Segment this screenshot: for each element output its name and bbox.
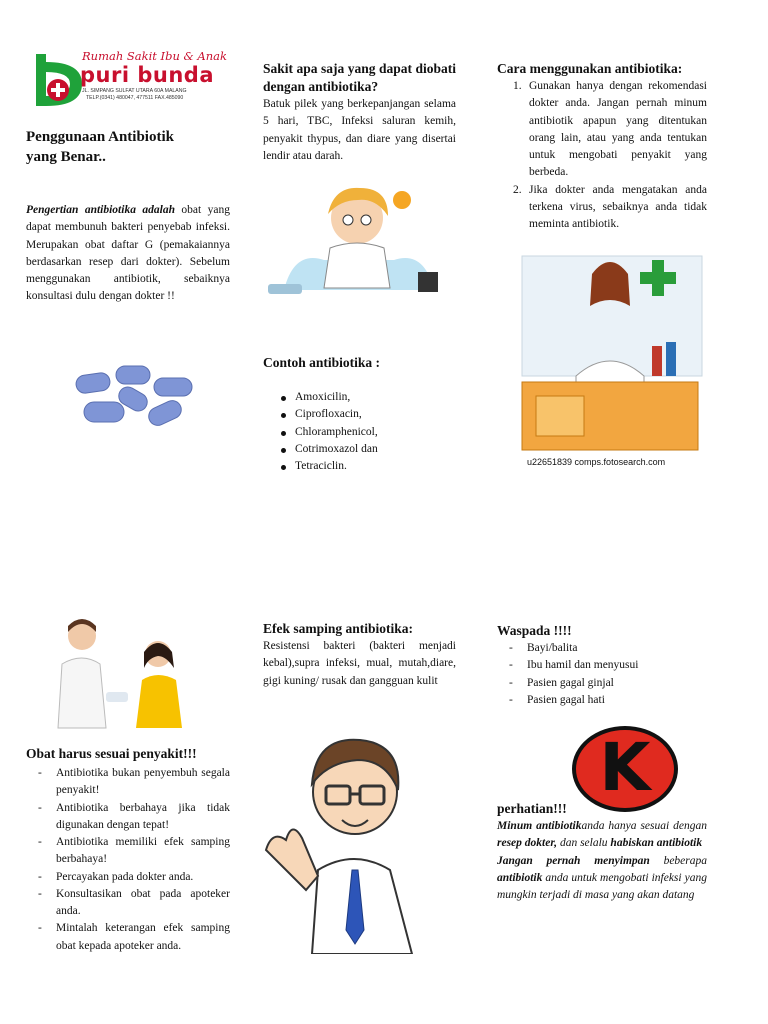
list-item: 1. Gunakan hanya dengan rekomendasi dokter anda. Jangan pernah minum antibiotik apapun yang ditentukan orang lain, atau yang anda tentukan untuk mengobati penyakit yang berbeda. xyxy=(513,80,707,179)
list-item: - Mintalah keterangan efek samping obat kepada apoteker anda. xyxy=(26,920,230,955)
section-title-side-effects: Efek samping antibiotika: xyxy=(263,621,414,636)
pharmacy-illustration-image xyxy=(512,246,708,456)
doctor-cartoon-image xyxy=(264,180,450,304)
list-item: Chloramphenicol, xyxy=(263,424,456,441)
list-item: Cotrimoxazol dan xyxy=(263,441,456,458)
list-item: - Antibiotika bukan penyembuh segala penyakit! xyxy=(26,765,230,800)
list-item: - Ibu hamil dan menyusui xyxy=(497,657,707,674)
badge-letter: K xyxy=(599,729,651,806)
list-item: Ciprofloxacin, xyxy=(263,406,456,423)
intro-paragraph xyxy=(26,202,230,306)
logo-phone: TELP.(0341) 480047, 477511 FAX.485090 xyxy=(86,95,184,101)
section-title-examples: Contoh antibiotika : xyxy=(263,355,381,370)
diseases-treatable-text: Batuk pilek yang berkepanjangan selama 5 hari, TBC, Infeksi saluran kemih, penyakit thypus, dan diare yang disertai lendir atau darah. xyxy=(263,98,456,162)
section-title-how-to-use: Cara menggunakan antibiotika: xyxy=(497,61,683,76)
section-title-attention: perhatian!!! xyxy=(497,801,567,816)
pills-image xyxy=(70,360,200,436)
intro-emphasis: Pengertian antibiotika adalah xyxy=(26,204,175,216)
logo-name: puri bunda xyxy=(80,63,214,87)
image-caption: u22651839 comps.fotosearch.com xyxy=(527,457,666,467)
list-item: Amoxicilin, xyxy=(263,389,456,406)
list-item: - Percayakan pada dokter anda. xyxy=(26,869,230,886)
list-item: - Bayi/balita xyxy=(497,640,707,657)
list-item: Tetraciclin. xyxy=(263,458,456,475)
section-title-disease: Obat harus sesuai penyakit!!! xyxy=(26,746,197,761)
examples-list xyxy=(263,389,456,475)
list-item: - Pasien gagal ginjal xyxy=(497,675,707,692)
pharmacist-patient-image xyxy=(48,616,206,732)
doctor-illustration-image xyxy=(262,720,446,954)
side-effects-text: Resistensi bakteri (bakteri menjadi kebal),supra infeksi, mual, mutah,diare, gigi kuning/ rusak dan gangguan kulit xyxy=(263,640,456,687)
logo-address: JL. SIMPANG SULFAT UTARA 60A MALANG xyxy=(82,88,187,94)
section-title-diseases-treatable: Sakit apa saja yang dapat diobati dengan antibiotika? xyxy=(263,61,456,95)
list-item: 2. Jika dokter anda mengatakan anda terkena virus, sebaiknya anda tidak meminta antibiotik. xyxy=(513,183,707,230)
warning-list xyxy=(497,640,707,709)
attention-text: Minum antibiotikanda hanya sesuai dengan resep dokter, dan selalu habiskan antibiotik Jangan pernah menyimpan beberapa antibiotik anda untuk mengobati infeksi yang mungkin terjadi di masa yang akan datang xyxy=(497,820,708,901)
list-item: - Konsultasikan obat pada apoteker anda. xyxy=(26,886,230,921)
intro-text: obat yang dapat membunuh bakteri penyebab infeksi. Merupakan obat daftar G (pemakaiannya berdasarkan resep dari dokter). Sebelum menggunakan antibiotik, sebaiknya konsultasi dulu dengan dokter !! xyxy=(26,204,231,303)
how-to-use-list xyxy=(497,78,707,233)
list-item: - Antibiotika memiliki efek samping berbahaya! xyxy=(26,834,230,869)
hospital-logo xyxy=(26,44,227,110)
disease-list xyxy=(26,765,230,955)
list-item: - Antibiotika berbahaya jika tidak digunakan dengan tepat! xyxy=(26,800,230,835)
section-title-warning: Waspada !!!! xyxy=(497,623,572,638)
logo-tagline: Rumah Sakit Ibu & Anak xyxy=(82,49,227,63)
brochure-title: Penggunaan Antibiotik yang Benar.. xyxy=(26,129,174,165)
list-item: - Pasien gagal hati xyxy=(497,692,707,709)
